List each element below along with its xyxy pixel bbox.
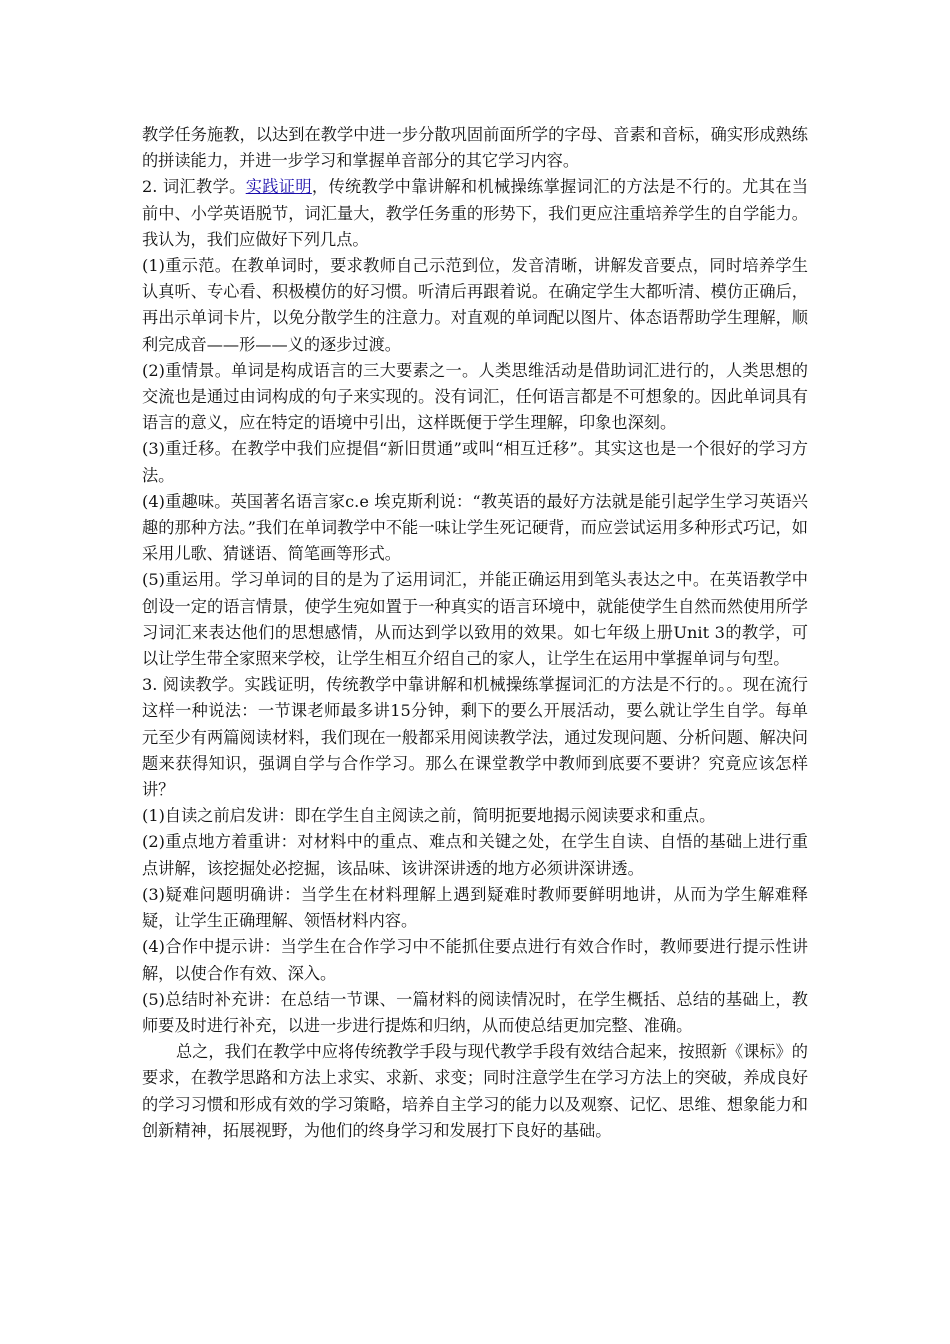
paragraph-vocabulary-teaching [142,174,808,253]
practice-proves-link[interactable]: 实践证明 [245,177,312,197]
paragraph-context: (2)重情景。单词是构成语言的三大要素之一。人类思维活动是借助词汇进行的，人类思想的交流也是通过由词构成的句子来实现的。没有词汇，任何语言都是不可想象的。因此单词具有语言的意义，应在特定的语境中引出，这样既便于学生理解，印象也深刻。 [142,360,808,433]
paragraph-demonstration: (1)重示范。在教单词时，要求教师自己示范到位，发音清晰，讲解发音要点，同时培养学生认真听、专心看、积极模仿的好习惯。听清后再跟着说。在确定学生大都听清、模仿正确后，再出示单词卡片，以免分散学生的注意力。对直观的单词配以图片、体态语帮助学生理解，顺利完成音——形——义的逐步过渡。 [142,256,808,354]
paragraph-application: (5)重运用。学习单词的目的是为了运用词汇，并能正确运用到笔头表达之中。在英语教学中创设一定的语言情景，使学生宛如置于一种真实的语言环境中，就能使学生自然而然使用所学习词汇来表达他们的思想感情，从而达到学以致用的效果。如七年级上册Unit 3的教学，可以让学生带全家照来学校，让学生相互介绍自己的家人，让学生在运用中掌握单词与句型。 [142,570,808,669]
document-body [142,122,808,1144]
paragraph-summary-supplement: (5)总结时补充讲：在总结一节课、一篇材料的阅读情况时，在学生概括、总结的基础上，教师要及时进行补充，以进一步进行提炼和归纳，从而使总结更加完整、准确。 [142,989,808,1035]
paragraph-pre-reading: (1)自读之前启发讲：即在学生自主阅读之前，简明扼要地揭示阅读要求和重点。 [142,806,716,826]
vocabulary-heading: 2. 词汇教学。 [142,177,246,197]
paragraph-transfer: (3)重迁移。在教学中我们应提倡“新旧贯通”或叫“相互迁移”。其实这也是一个很好的学习方法。 [142,439,808,485]
paragraph-key-points: (2)重点地方着重讲：对材料中的重点、难点和关键之处，在学生自读、自悟的基础上进行重点讲解，该挖掘处必挖掘，该品味、该讲深讲透的地方必须讲深讲透。 [142,832,808,878]
paragraph-reading-teaching: 3. 阅读教学。实践证明，传统教学中靠讲解和机械操练掌握词汇的方法是不行的。。现在流行这样一种说法：一节课老师最多讲15分钟，剩下的要么开展活动，要么就让学生自学。每单元至少有两篇阅读材料，我们现在一般都采用阅读教学法，通过发现问题、分析问题、解决问题来获得知识，强调自学与合作学习。那么在课堂教学中教师到底要不要讲？究竟应该怎样讲？ [142,675,808,800]
paragraph-difficulties: (3)疑难问题明确讲：当学生在材料理解上遇到疑难时教师要鲜明地讲，从而为学生解难释疑，让学生正确理解、领悟材料内容。 [142,884,808,931]
paragraph-phonics-continuation: 教学任务施教，以达到在教学中进一步分散巩固前面所学的字母、音素和音标，确实形成熟练的拼读能力，并进一步学习和掌握单音部分的其它学习内容。 [142,125,808,171]
vocabulary-body: ，传统教学中靠讲解和机械操练掌握词汇的方法是不行的。尤其在当前中、小学英语脱节，词汇量大，教学任务重的形势下，我们更应注重培养学生的自学能力。我认为，我们应做好下列几点。 [142,177,809,249]
paragraph-conclusion: 总之，我们在教学中应将传统教学手段与现代教学手段有效结合起来，按照新《课标》的要求，在教学思路和方法上求实、求新、求变；同时注意学生在学习方法上的突破，养成良好的学习习惯和形成有效的学习策略，培养自主学习的能力以及观察、记忆、思维、想象能力和创新精神，拓展视野，为他们的终身学习和发展打下良好的基础。 [142,1042,808,1140]
paragraph-cooperation: (4)合作中提示讲：当学生在合作学习中不能抓住要点进行有效合作时，教师要进行提示性讲解，以使合作有效、深入。 [142,937,808,983]
paragraph-interest: (4)重趣味。英国著名语言家c.e 埃克斯利说：“教英语的最好方法就是能引起学生学习英语兴趣的那种方法。”我们在单词教学中不能一味让学生死记硬背，而应尝试运用多种形式巧记，如采用儿歌、猜谜语、简笔画等形式。 [142,491,808,564]
